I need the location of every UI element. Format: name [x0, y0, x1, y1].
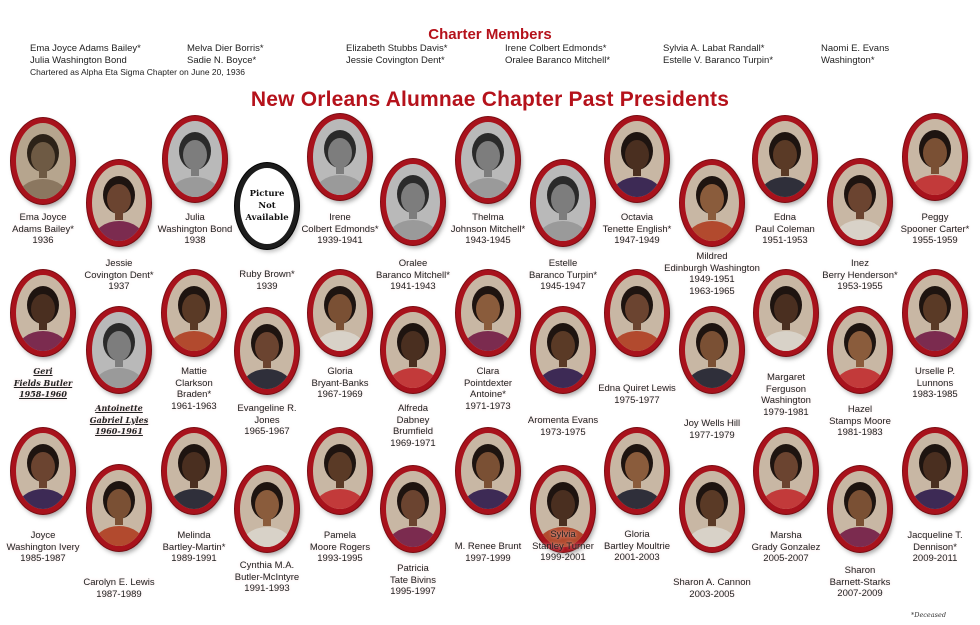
portrait-frame — [87, 160, 151, 246]
president-label — [598, 383, 676, 406]
president-label — [451, 212, 525, 247]
president-label — [158, 212, 233, 247]
portrait-photo-icon — [168, 121, 222, 197]
president-term-years: 1967-1969 — [317, 389, 363, 400]
president-name: Julia — [185, 212, 205, 223]
president-name: Gloria — [624, 529, 650, 540]
main-title: New Orleans Alumnae Chapter Past Presidents — [250, 88, 730, 111]
charter-member: Irene Colbert Edmonds* — [505, 43, 607, 54]
deceased-footnote: *Deceased — [910, 611, 946, 619]
portrait-frame — [903, 428, 967, 514]
portrait-photo-icon — [759, 433, 813, 509]
president-name: Marsha — [770, 530, 802, 541]
president-term-years: 1973-1975 — [540, 426, 586, 438]
president-name: Ruby Brown* — [239, 269, 295, 280]
president-term-years: 2001-2003 — [614, 552, 660, 563]
portrait-photo-icon — [685, 312, 739, 388]
president-name: Pointdexter — [463, 377, 513, 389]
president-term-years: 1975-1977 — [614, 394, 660, 406]
picture-not-available-text: Available — [245, 213, 289, 223]
portrait-frame — [163, 116, 227, 202]
president-name: Edinburgh Washington — [664, 262, 760, 274]
portrait-photo-icon — [908, 275, 962, 351]
president-name: Ema Joyce — [19, 212, 67, 223]
president-label — [14, 366, 72, 401]
president-label — [84, 258, 153, 293]
president-term-years: 1991-1993 — [244, 583, 290, 594]
president-term-years: 1939 — [256, 280, 278, 292]
portrait-frame — [754, 270, 818, 356]
president-label — [390, 563, 436, 598]
president-term-years: 1958-1960 — [19, 389, 67, 399]
president-label — [311, 366, 368, 401]
president-name: Adams Bailey* — [12, 223, 74, 235]
portrait-frame — [605, 116, 669, 202]
president-name: Sharon A. Cannon — [673, 577, 751, 588]
president-name: Peggy — [921, 212, 949, 223]
portrait-frame — [531, 307, 595, 393]
president-label — [376, 258, 450, 293]
president-term-years: 1965-1967 — [244, 426, 290, 437]
president-term-years: 2009-2011 — [912, 553, 958, 564]
president-name: Berry Henderson* — [822, 269, 898, 281]
president-label — [901, 212, 970, 247]
president-name: Sylvia — [550, 529, 576, 540]
president-label — [528, 415, 598, 438]
president-name: Bartley Moultrie — [604, 540, 670, 552]
president-label — [829, 404, 891, 439]
president-name: Cynthia M.A. — [239, 560, 295, 571]
president-term-years: 1995-1997 — [390, 586, 436, 597]
president-term-years: 1939-1941 — [317, 235, 363, 246]
president-name: Brumfield — [392, 426, 434, 437]
president-name: Irene — [329, 212, 351, 223]
charter-member: Melva Dier Borris* — [187, 43, 264, 54]
president-name: Thelma — [472, 212, 504, 223]
president-label — [83, 577, 154, 600]
charter-member: Sylvia A. Labat Randall* — [663, 43, 765, 54]
portrait-photo-icon — [610, 121, 664, 197]
president-name: Tenette English* — [602, 223, 672, 235]
president-name: Braden* — [176, 389, 212, 400]
president-name: Margaret — [766, 372, 806, 383]
president-name: Inez — [851, 258, 869, 269]
charter-title: Charter Members — [428, 26, 552, 43]
president-term-years: 1947-1949 — [614, 235, 660, 246]
president-name: Tate Bivins — [390, 574, 436, 586]
president-name: Clarkson — [175, 377, 213, 389]
president-name: Edna — [773, 212, 797, 223]
president-label — [390, 403, 435, 449]
portrait-frame — [11, 118, 75, 204]
president-name: Hazel — [847, 404, 873, 415]
portrait-frame — [381, 466, 445, 552]
portrait-photo-icon — [685, 471, 739, 547]
president-name: Baranco Mitchell* — [376, 269, 450, 281]
president-label — [664, 251, 760, 297]
president-name: Colbert Edmonds* — [301, 223, 379, 235]
portrait-photo-icon — [610, 275, 664, 351]
portrait-frame — [605, 428, 669, 514]
portrait-frame — [456, 270, 520, 356]
president-name: Pamela — [323, 530, 357, 541]
portrait-photo-icon — [313, 433, 367, 509]
portrait-photo-icon — [313, 275, 367, 351]
portrait-frame — [680, 307, 744, 393]
portrait-photo-icon — [16, 275, 70, 351]
portrait-photo-icon — [386, 312, 440, 388]
portrait-photo-icon — [610, 433, 664, 509]
portrait-frame — [308, 270, 372, 356]
portrait-photo-icon — [461, 433, 515, 509]
president-name: Mildred — [696, 251, 728, 262]
chartered-note: Chartered as Alpha Eta Sigma Chapter on June 20, 1936 — [30, 67, 246, 77]
portrait-photo-icon — [386, 471, 440, 547]
president-term-years: 1983-1985 — [912, 389, 958, 400]
president-name: Sharon — [844, 565, 876, 576]
president-name: Antoinette — [95, 403, 143, 413]
portrait-frame — [308, 428, 372, 514]
president-term-years: 1961-1963 — [171, 400, 217, 412]
president-label — [310, 530, 370, 565]
president-label — [830, 565, 891, 600]
president-label — [755, 212, 815, 247]
president-term-years: 1949-1951 — [689, 274, 735, 285]
president-term-years: 1963-1965 — [689, 285, 735, 297]
portrait-photo-icon — [92, 470, 146, 546]
president-name: Ferguson — [765, 383, 807, 395]
president-label — [529, 258, 597, 293]
portrait-frame — [753, 116, 817, 202]
president-term-years: 1997-1999 — [465, 552, 511, 564]
portrait-photo-icon — [313, 119, 367, 195]
president-label — [684, 418, 740, 441]
charter-member: Sadie N. Boyce* — [187, 55, 257, 66]
president-term-years: 1936 — [32, 235, 54, 246]
president-name: Jones — [254, 414, 280, 426]
portrait-photo-icon — [461, 275, 515, 351]
president-name: Melinda — [177, 530, 211, 541]
president-name: Gabriel Lyles — [89, 414, 149, 425]
president-name: Barnett-Starks — [829, 576, 891, 588]
portrait-frame — [381, 307, 445, 393]
portrait-frame — [235, 308, 299, 394]
president-term-years: 1951-1953 — [762, 235, 808, 246]
president-name: M. Renee Brunt — [454, 541, 522, 552]
picture-not-available-text: Not — [258, 201, 276, 211]
president-term-years: 1993-1995 — [317, 553, 363, 564]
charter-member: Julia Washington Bond — [30, 55, 127, 66]
portrait-frame — [456, 117, 520, 203]
portrait-frame — [531, 160, 595, 246]
president-name: Edna Quiret Lewis — [598, 383, 676, 394]
portrait-frame — [456, 428, 520, 514]
president-label — [12, 212, 74, 247]
portrait-frame — [87, 465, 151, 551]
president-name: Baranco Turpin* — [528, 269, 598, 281]
portrait-frame — [11, 270, 75, 356]
president-name: Joyce — [30, 530, 56, 541]
president-label — [761, 372, 811, 418]
president-term-years: 1953-1955 — [837, 281, 883, 292]
portrait-photo-icon — [833, 164, 887, 240]
president-name: Stanley Turner — [532, 540, 594, 552]
president-term-years: 1981-1983 — [837, 427, 883, 438]
charter-member: Ema Joyce Adams Bailey* — [30, 43, 141, 54]
president-name: Bryant-Banks — [311, 377, 369, 389]
president-name: Alfreda — [397, 403, 429, 414]
president-label — [464, 366, 512, 412]
president-term-years: 1969-1971 — [390, 437, 436, 449]
president-name: Carolyn E. Lewis — [83, 577, 155, 588]
president-label — [532, 529, 594, 564]
portrait-photo-icon — [240, 471, 294, 547]
president-label — [6, 530, 79, 565]
president-term-years: 2007-2009 — [837, 588, 883, 599]
president-label — [673, 577, 751, 600]
president-label — [301, 212, 378, 247]
president-name: Butler-McIntyre — [234, 571, 300, 583]
president-term-years: 1960-1961 — [95, 426, 143, 436]
portrait-frame — [680, 160, 744, 246]
portrait-photo-icon — [240, 313, 294, 389]
portrait-frame — [381, 159, 445, 245]
portrait-photo-icon — [908, 119, 962, 195]
president-term-years: 1971-1973 — [465, 400, 511, 412]
president-label — [604, 529, 670, 564]
president-name: Spooner Carter* — [900, 223, 970, 235]
charter-member: Estelle V. Baranco Turpin* — [663, 55, 774, 66]
president-name: Bartley-Martin* — [162, 541, 226, 553]
portrait-photo-icon — [92, 312, 146, 388]
president-term-years: 2005-2007 — [763, 553, 809, 564]
president-label — [171, 366, 216, 412]
portrait-photo-icon — [461, 122, 515, 198]
president-name: Johnson Mitchell* — [450, 223, 526, 235]
portrait-photo-icon — [833, 471, 887, 547]
portrait-photo-icon — [759, 275, 813, 351]
portrait-frame — [605, 270, 669, 356]
portrait-photo-icon — [167, 433, 221, 509]
charter-member: Washington* — [821, 55, 875, 66]
president-name: Octavia — [620, 212, 654, 223]
portrait-photo-icon — [833, 312, 887, 388]
portrait-frame — [162, 270, 226, 356]
president-name: Joy Wells Hill — [683, 418, 741, 429]
charter-member: Naomi E. Evans — [821, 43, 890, 54]
president-name: Mattie — [181, 366, 207, 377]
portrait-photo-icon — [167, 275, 221, 351]
president-name: Jacqueline T. — [907, 530, 963, 541]
president-term-years: 1941-1943 — [390, 281, 436, 292]
portrait-frame — [87, 307, 151, 393]
portrait-photo-icon — [92, 165, 146, 241]
charter-member: Elizabeth Stubbs Davis* — [346, 43, 448, 54]
president-name: Washington — [761, 395, 811, 406]
portrait-frame — [754, 428, 818, 514]
president-label — [752, 530, 821, 565]
president-term-years: 1979-1981 — [763, 406, 809, 418]
president-name: Washington Ivery — [6, 541, 80, 553]
portrait-photo-icon — [536, 165, 590, 241]
president-term-years: 1999-2001 — [540, 552, 586, 563]
portrait-photo-icon — [908, 433, 962, 509]
president-name: Urselle P. — [915, 366, 955, 377]
president-term-years: 1977-1979 — [689, 429, 735, 441]
president-label — [822, 258, 898, 293]
portrait-photo-icon — [758, 121, 812, 197]
president-name: Estelle — [548, 258, 578, 269]
portrait-frame — [828, 159, 892, 245]
president-label — [455, 541, 522, 564]
president-name: Dabney — [396, 414, 430, 426]
portrait-photo-icon — [16, 433, 70, 509]
portrait-frame — [828, 466, 892, 552]
president-name: Antoine* — [470, 389, 506, 400]
portrait-frame — [235, 163, 299, 249]
president-name: Oralee — [398, 258, 428, 269]
portrait-frame — [308, 114, 372, 200]
portrait-frame — [235, 466, 299, 552]
president-term-years: 1955-1959 — [912, 235, 958, 246]
president-name: Evangeline R. — [237, 403, 297, 414]
president-name: Clara — [476, 366, 500, 377]
president-label — [235, 560, 299, 595]
president-term-years: 1937 — [108, 281, 130, 292]
president-label — [907, 530, 962, 565]
portrait-photo-icon — [536, 312, 590, 388]
president-name: Gloria — [327, 366, 353, 377]
president-label — [603, 212, 672, 247]
portrait-frame — [828, 307, 892, 393]
portrait-frame — [11, 428, 75, 514]
president-name: Geri — [33, 366, 53, 376]
picture-not-available-text: Picture — [249, 189, 285, 199]
portrait-photo-icon — [16, 123, 70, 199]
president-name: Stamps Moore — [829, 415, 891, 427]
president-name: Washington Bond — [157, 223, 233, 235]
president-name: Dennison* — [913, 541, 957, 553]
charter-member: Jessie Covington Dent* — [346, 55, 445, 66]
president-label — [163, 530, 226, 565]
president-name: Aromenta Evans — [527, 415, 599, 426]
president-name: Covington Dent* — [84, 269, 154, 281]
president-name: Fields Butler — [13, 377, 73, 388]
president-label — [912, 366, 957, 401]
president-name: Patricia — [397, 563, 429, 574]
charter-member: Oralee Baranco Mitchell* — [505, 55, 611, 66]
president-term-years: 1945-1947 — [540, 281, 586, 292]
portrait-frame — [162, 428, 226, 514]
president-label — [90, 403, 148, 438]
president-term-years: 1985-1987 — [20, 553, 66, 564]
portrait-frame — [680, 466, 744, 552]
president-name: Paul Coleman — [755, 223, 815, 235]
president-name: Lunnons — [916, 377, 954, 389]
president-term-years: 2003-2005 — [689, 588, 735, 600]
president-label — [237, 403, 296, 438]
president-term-years: 1989-1991 — [171, 553, 217, 564]
president-name: Jessie — [105, 258, 133, 269]
portrait-frame — [903, 270, 967, 356]
portrait-photo-icon — [386, 164, 440, 240]
president-term-years: 1987-1989 — [96, 588, 142, 600]
president-term-years: 1943-1945 — [465, 235, 511, 246]
president-term-years: 1938 — [184, 235, 206, 246]
portrait-photo-icon — [685, 165, 739, 241]
portrait-frame — [903, 114, 967, 200]
president-name: Grady Gonzalez — [751, 541, 821, 553]
president-label — [239, 269, 294, 292]
president-name: Moore Rogers — [309, 541, 371, 553]
